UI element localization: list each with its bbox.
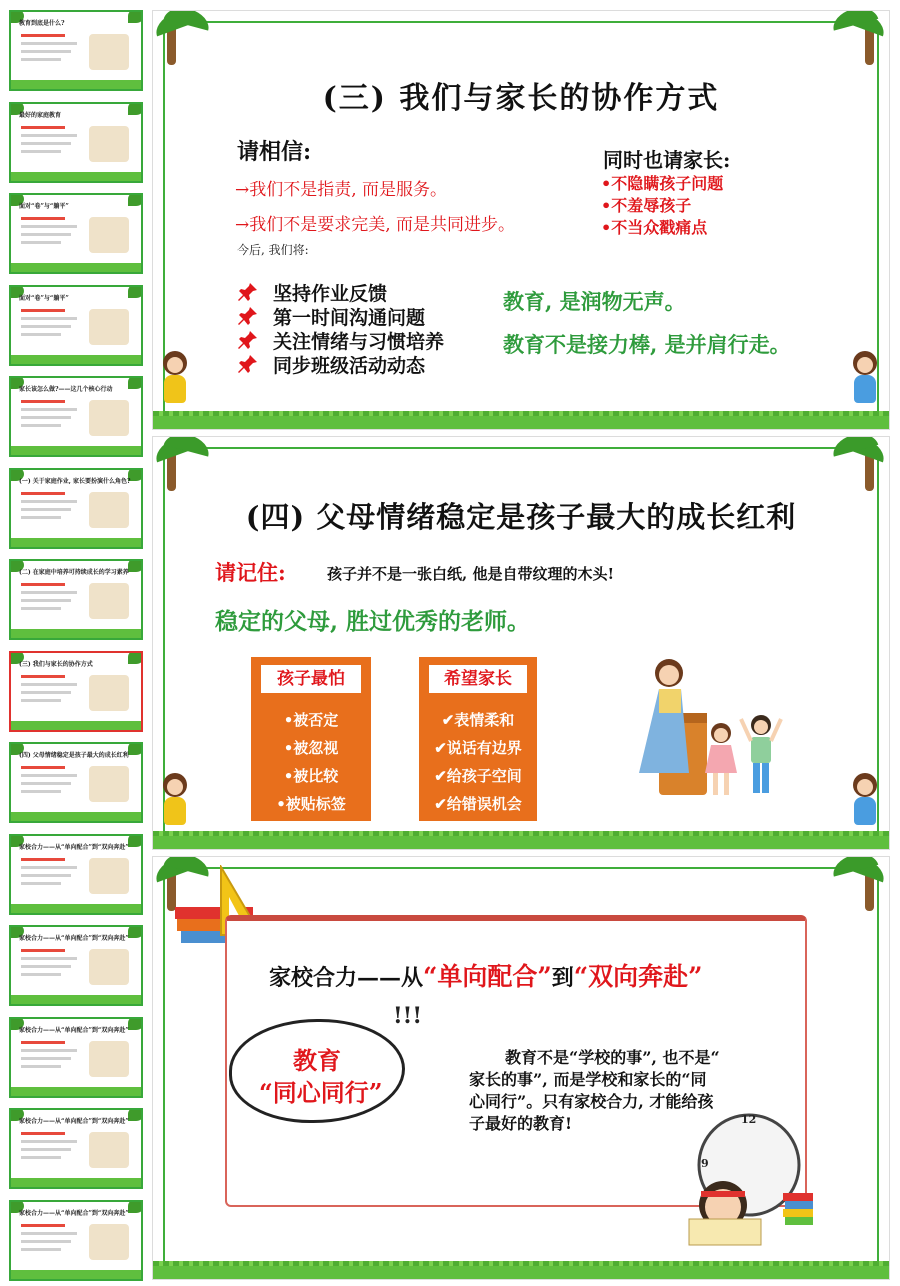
parents-item-1: •不隐瞒孩子问题 — [601, 174, 724, 193]
thumbnail-grass — [11, 995, 141, 1004]
thumbnail-line — [21, 500, 77, 503]
thumbnail-line — [21, 424, 61, 427]
thumbnail-line — [21, 782, 71, 785]
parents-label: 同时也请家长: — [603, 148, 731, 172]
thumbnail-line — [21, 591, 77, 594]
thumbnail-title: 家校合力——从“单向配合”到“双向奔赴” — [19, 1118, 129, 1125]
thumbnail-title: 面对“卷”与“躺平” — [19, 203, 69, 210]
thumbnail-grass — [11, 1270, 141, 1279]
action-item-4: 同步班级活动动态 — [273, 355, 426, 377]
parents-item-3: •不当众戳痛点 — [601, 218, 708, 237]
thumbnail-grass — [11, 1087, 141, 1096]
fear-item: •被贴标签 — [276, 795, 346, 813]
thumbnail-line — [21, 134, 77, 137]
slide-title: (四) 父母情绪稳定是孩子最大的成长红利 — [245, 500, 797, 534]
thumbnail-line — [21, 225, 77, 228]
quote-2: 教育不是接力棒, 是并肩行走。 — [503, 332, 791, 357]
thumbnail-grass — [11, 446, 141, 455]
thumbnail-illustration — [89, 400, 129, 436]
hope-box — [419, 657, 537, 821]
body-line-1: 教育不是“学校的事”, 也不是“ — [505, 1048, 720, 1067]
slide-thumbnail[interactable] — [9, 1200, 143, 1281]
parents-item-2: •不羞辱孩子 — [601, 196, 692, 215]
thumbnail-line — [21, 126, 65, 129]
slide-heading — [269, 957, 703, 993]
thumbnail-line — [21, 1224, 65, 1227]
body-line-3: 心同行”。只有家校合力, 才能给孩 — [469, 1092, 714, 1111]
slide-thumbnail-panel — [0, 0, 150, 1286]
thumbnail-line — [21, 150, 61, 153]
thumbnail-illustration — [89, 858, 129, 894]
thumbnail-line — [21, 1248, 61, 1251]
cloud-line-2: “同心同行” — [259, 1078, 383, 1107]
future-label: 今后, 我们将: — [237, 243, 309, 257]
thumbnail-line — [21, 1041, 65, 1044]
thumbnail-line — [21, 1232, 77, 1235]
thumbnail-title: 教育到底是什么? — [19, 20, 65, 27]
highlight-text: 稳定的父母, 胜过优秀的老师。 — [215, 608, 531, 635]
thumbnail-line — [21, 874, 71, 877]
cartoon-girl-icon — [845, 773, 885, 835]
palm-tree-icon — [831, 11, 889, 73]
slide-thumbnail[interactable] — [9, 376, 143, 457]
thumbnail-line — [21, 766, 65, 769]
thumbnail-line — [21, 607, 61, 610]
thumbnail-line — [21, 42, 77, 45]
mother-and-children-illustration — [629, 653, 799, 813]
slide-4[interactable] — [152, 436, 890, 850]
thumbnail-grass — [11, 629, 141, 638]
thumbnail-grass — [11, 80, 141, 89]
action-item-2: 第一时间沟通问题 — [273, 307, 426, 329]
thumbnail-illustration — [89, 675, 129, 711]
thumbnail-line — [21, 774, 77, 777]
thumbnail-title: 面对“卷”与“躺平” — [19, 294, 69, 302]
thumbnail-line — [21, 400, 65, 403]
thumbnail-line — [21, 1132, 65, 1135]
slide-thumbnail[interactable] — [9, 742, 143, 823]
thumbnail-line — [21, 949, 65, 952]
thumbnail-line — [21, 1240, 71, 1243]
thumbnail-illustration — [89, 583, 129, 619]
thumbnail-line — [21, 34, 65, 37]
remember-label: 请记住: — [215, 560, 286, 585]
fear-item: •被否定 — [283, 711, 339, 729]
hope-box-title: 希望家长 — [429, 665, 527, 693]
thumbnail-line — [21, 599, 71, 602]
thumbnail-line — [21, 675, 65, 678]
thumbnail-line — [21, 1065, 61, 1068]
thumbnail-line — [21, 333, 61, 336]
slide-3[interactable] — [152, 10, 890, 430]
thumbnail-illustration — [89, 492, 129, 528]
thumbnail-line — [21, 58, 61, 61]
thumbnail-line — [21, 691, 71, 694]
slide-title: (三) 我们与家长的协作方式 — [322, 81, 720, 116]
thumbnail-line — [21, 1057, 71, 1060]
thumbnail-illustration — [89, 34, 129, 70]
thumbnail-line — [21, 1148, 71, 1151]
thumbnail-grass — [11, 355, 141, 364]
thumbnail-title: 家校合力——从“单向配合”到“双向奔赴” — [19, 935, 129, 942]
clock-digit-12: 12 — [741, 1113, 757, 1126]
grass-border — [153, 835, 889, 849]
palm-tree-icon — [831, 857, 889, 919]
heading-quote-2: “双向奔赴” — [573, 962, 703, 991]
thumbnail-illustration — [89, 309, 129, 345]
action-item-1: 坚持作业反馈 — [273, 283, 388, 305]
thumbnail-line — [21, 1049, 77, 1052]
thumbnail-line — [21, 790, 61, 793]
clock-and-student-illustration — [687, 1107, 817, 1247]
thumbnail-illustration — [89, 1041, 129, 1077]
slide-thumbnail[interactable] — [9, 834, 143, 915]
slide-thumbnail[interactable] — [9, 285, 143, 366]
heading-prefix: 家校合力——从 — [269, 965, 424, 991]
thumbnail-grass — [11, 1178, 141, 1187]
slide-thumbnail[interactable] — [9, 925, 143, 1006]
exclaim-mark: !!! — [393, 1003, 422, 1029]
hope-item: ✔表情柔和 — [441, 711, 515, 729]
believe-item-2: →我们不是要求完美, 而是共同进步。 — [235, 215, 516, 235]
thumbnail-line — [21, 699, 61, 702]
thumbnail-title: (四) 父母情绪稳定是孩子最大的成长红利 — [19, 752, 129, 759]
thumbnail-grass — [11, 721, 141, 730]
remember-text: 孩子并不是一张白纸, 他是自带纹理的木头! — [327, 565, 615, 583]
slide-thumbnail[interactable] — [9, 102, 143, 183]
palm-tree-icon — [831, 437, 889, 499]
slide-thumbnail[interactable] — [9, 559, 143, 640]
thumbnail-line — [21, 309, 65, 312]
fear-item: •被比较 — [283, 767, 339, 785]
thumbnail-title: 家校合力——从“单向配合”到“双向奔赴” — [19, 1026, 129, 1034]
thumbnail-grass — [11, 172, 141, 181]
pushpin-icon — [237, 329, 259, 351]
slide-thumbnail[interactable] — [9, 10, 143, 91]
believe-item-1: →我们不是指责, 而是服务。 — [235, 180, 448, 200]
fear-box — [251, 657, 371, 821]
thumbnail-line — [21, 516, 61, 519]
thumbnail-grass — [11, 812, 141, 821]
thumbnail-line — [21, 583, 65, 586]
thumbnail-illustration — [89, 217, 129, 253]
action-item-3: 关注情绪与习惯培养 — [273, 331, 445, 353]
slide-thumbnail[interactable] — [9, 1017, 143, 1098]
slide-thumbnail[interactable] — [9, 651, 143, 732]
thumbnail-line — [21, 882, 61, 885]
thumbnail-grass — [11, 904, 141, 913]
pushpin-icon — [237, 281, 259, 303]
thumbnail-line — [21, 492, 65, 495]
thumbnail-grass — [11, 538, 141, 547]
palm-tree-icon — [153, 437, 211, 499]
slide-5[interactable] — [152, 856, 890, 1280]
thumbnail-line — [21, 965, 71, 968]
hope-item: ✔给错误机会 — [434, 795, 522, 813]
cartoon-girl-icon — [155, 773, 195, 835]
thumbnail-illustration — [89, 949, 129, 985]
thumbnail-title: 最好的家庭教育 — [19, 111, 62, 119]
hope-item: ✔给孩子空间 — [434, 767, 522, 785]
cloud-line-1: 教育 — [293, 1046, 341, 1075]
fear-box-title: 孩子最怕 — [261, 665, 361, 693]
thumbnail-line — [21, 858, 65, 861]
thumbnail-line — [21, 957, 77, 960]
thumbnail-illustration — [89, 766, 129, 802]
pushpin-icon — [237, 305, 259, 327]
thumbnail-title: (三) 我们与家长的协作方式 — [19, 660, 93, 668]
hope-item: ✔说话有边界 — [434, 739, 522, 757]
heading-mid: 到 — [551, 965, 574, 991]
thumbnail-line — [21, 325, 71, 328]
thumbnail-line — [21, 408, 77, 411]
thumbnail-line — [21, 1140, 77, 1143]
thumbnail-title: (一) 关于家庭作业, 家长要扮演什么角色? — [19, 477, 131, 485]
thumbnail-title: (二) 在家庭中培养可持续成长的学习素养 — [19, 569, 129, 576]
clock-digit-9: 9 — [701, 1157, 709, 1170]
thumbnail-title: 家校合力——从“单向配合”到“双向奔赴” — [19, 843, 129, 851]
palm-tree-icon — [153, 11, 211, 73]
thumbnail-line — [21, 683, 77, 686]
thumbnail-line — [21, 1156, 61, 1159]
thumbnail-line — [21, 866, 77, 869]
thumbnail-title: 家长该怎么做?——这几个核心行动 — [19, 386, 113, 393]
slide-thumbnail[interactable] — [9, 193, 143, 274]
slide-thumbnail[interactable] — [9, 468, 143, 549]
cartoon-girl-icon — [845, 351, 885, 413]
thumbnail-line — [21, 241, 61, 244]
thumbnail-illustration — [89, 126, 129, 162]
grass-border — [153, 1265, 889, 1279]
thumbnail-line — [21, 416, 71, 419]
thumbnail-illustration — [89, 1132, 129, 1168]
pushpin-icon — [237, 353, 259, 375]
believe-label: 请相信: — [237, 139, 312, 165]
body-line-4: 子最好的教育! — [469, 1114, 573, 1133]
cartoon-girl-icon — [155, 351, 195, 413]
thumbnail-line — [21, 50, 71, 53]
body-line-2: 家长的事”, 而是学校和家长的“同 — [469, 1070, 707, 1089]
thumbnail-grass — [11, 263, 141, 272]
thumbnail-illustration — [89, 1224, 129, 1260]
thumbnail-line — [21, 508, 71, 511]
fear-item: •被忽视 — [283, 739, 339, 757]
thumbnail-line — [21, 233, 71, 236]
quote-1: 教育, 是润物无声。 — [503, 289, 686, 314]
thumbnail-title: 家校合力——从“单向配合”到“双向奔赴” — [19, 1209, 129, 1217]
slide-thumbnail[interactable] — [9, 1108, 143, 1189]
thumbnail-line — [21, 973, 61, 976]
heading-quote-1: “单向配合” — [423, 962, 552, 991]
thumbnail-line — [21, 142, 71, 145]
grass-border — [153, 415, 889, 429]
thumbnail-line — [21, 317, 77, 320]
thumbnail-line — [21, 217, 65, 220]
